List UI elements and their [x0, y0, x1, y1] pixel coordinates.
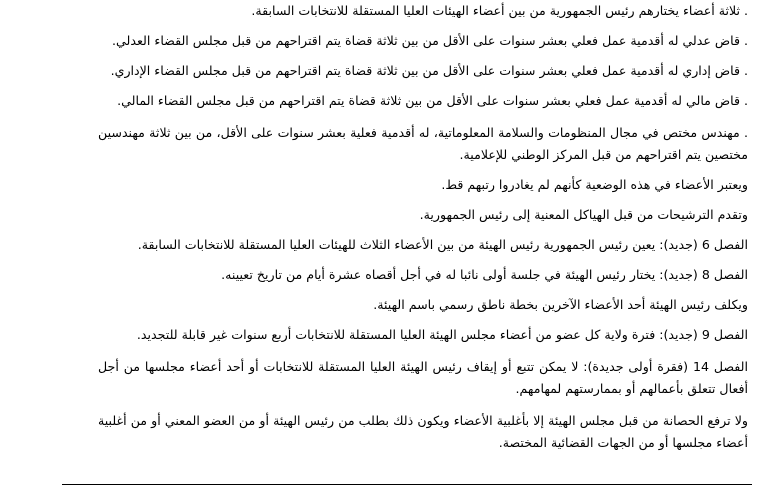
paragraph-member-item-4: . قاض مالي له أقدمية عمل فعلي بعشر سنوات على الأقل من بين ثلاثة قضاة يتم اقتراحهم من قبل مجلس القضاء المالي.	[117, 93, 748, 108]
paragraph-article-14: الفصل 14 (فقرة أولى جديدة): لا يمكن تتبع أو إيقاف رئيس الهيئة العليا المستقلة للانتخابات أو أحد أعضاء مجلسها من أجل أفعال تتعلق بأعمالهم أو بممارستهم لمهامهم.	[98, 359, 749, 396]
paragraph-immunity: ولا ترفع الحصانة من قبل مجلس الهيئة إلا بأغلبية الأعضاء ويكون ذلك بطلب من رئيس الهيئة أو من العضو المعني أو من أغلبية أعضاء مجلسها أو من الجهات القضائية المختصة.	[98, 413, 748, 450]
paragraph-nominations: وتقدم الترشيحات من قبل الهياكل المعنية إلى رئيس الجمهورية.	[419, 207, 748, 222]
paragraph-member-item-1: . ثلاثة أعضاء يختارهم رئيس الجمهورية من بين أعضاء الهيئات العليا المستقلة للانتخابات السابقة.	[251, 3, 748, 18]
paragraph-member-item-2: . قاض عدلي له أقدمية عمل فعلي بعشر سنوات على الأقل من بين ثلاثة قضاة يتم اقتراحهم من قبل مجلس القضاء العدلي.	[112, 33, 748, 48]
paragraph-article-6: الفصل 6 (جديد): يعين رئيس الجمهورية رئيس الهيئة من بين الأعضاء الثلاث للهيئات العليا المستقلة للانتخابات السابقة.	[137, 237, 748, 252]
footnote-separator	[62, 484, 752, 485]
paragraph-member-item-3: . قاض إداري له أقدمية عمل فعلي بعشر سنوات على الأقل من بين ثلاثة قضاة يتم اقتراحهم من قبل مجلس القضاء الإداري.	[110, 63, 748, 78]
paragraph-spokesperson: ويكلف رئيس الهيئة أحد الأعضاء الآخرين بخطة ناطق رسمي باسم الهيئة.	[373, 297, 748, 312]
paragraph-member-item-5: . مهندس مختص في مجال المنظومات والسلامة المعلوماتية، له أقدمية فعلية بعشر سنوات على الأقل، من بين ثلاثة مهندسين مختصين يتم اقتراحهم من قبل المركز الوطني للإعلامية.	[98, 125, 748, 162]
paragraph-article-8: الفصل 8 (جديد): يختار رئيس الهيئة في جلسة أولى نائبا له في أجل أقصاه عشرة أيام من تاريخ تعيينه.	[221, 267, 748, 282]
paragraph-members-status: ويعتبر الأعضاء في هذه الوضعية كأنهم لم يغادروا رتبهم قط.	[441, 177, 748, 192]
paragraph-article-9: الفصل 9 (جديد): فترة ولاية كل عضو من أعضاء مجلس الهيئة العليا المستقلة للانتخابات أربع سنوات غير قابلة للتجديد.	[136, 327, 748, 342]
